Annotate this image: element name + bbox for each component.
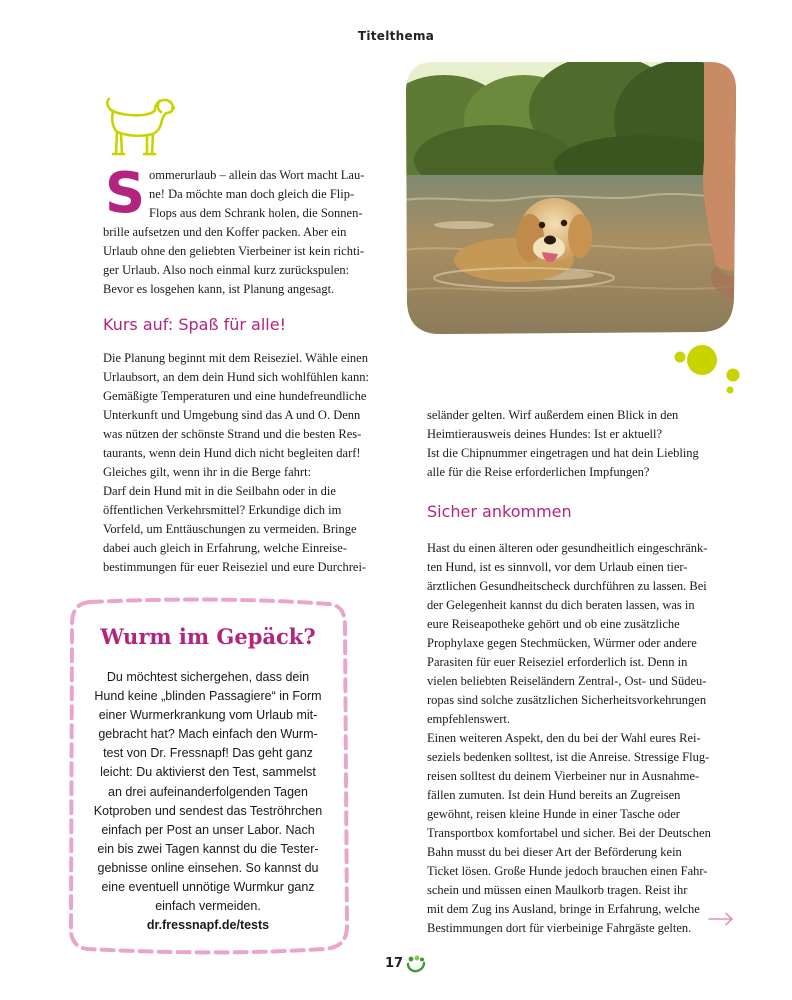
callout-body [80, 668, 336, 935]
text-line: schein und müssen einen Maulkorb tragen. Reist ihr [427, 883, 688, 897]
text-line: eure Reiseapotheke gehört und ob eine zusätzliche [427, 617, 680, 631]
text-line: taurants, wenn dein Hund dich nicht begleiten darf! [103, 446, 361, 460]
text-line: fällen zumuten. Ist dein Hund bereits an Zugreisen [427, 788, 681, 802]
text-line: Urlaubsort, an dem dein Hund sich wohlfühlen kann: [103, 370, 369, 384]
callout-line: einfach vermeiden. [155, 899, 261, 914]
callout-line: Hund keine „blinden Passagiere“ in Form [94, 689, 322, 704]
text-line: Gleiches gilt, wenn ihr in die Berge fahrt: [103, 465, 312, 479]
callout-box [66, 596, 350, 956]
callout-line: eine eventuell unnötige Wurmkur ganz [101, 880, 315, 895]
text-line: öffentlichen Verkehrsmittel? Erkundige dich im [103, 503, 342, 517]
page-number: 17 [385, 956, 404, 971]
text-line: ten Hund, ist es sinnvoll, vor dem Urlaub einen tier- [427, 560, 688, 574]
text-line: Parasiten für euer Reiseziel erforderlich ist. Denn in [427, 655, 688, 669]
text-line: seländer gelten. Wirf außerdem einen Blick in den [427, 408, 679, 422]
arrow-right-icon [708, 912, 734, 926]
callout-line: Kotproben und sendest das Teströhrchen [93, 803, 323, 818]
intro-line: brille aufsetzen und den Koffer packen. Aber ein [103, 225, 347, 239]
text-line: Ist die Chipnummer eingetragen und hat dein Liebling [427, 446, 699, 460]
text-line: vielen beliebten Reiseländern Zentral-, Ost- und Südeu- [427, 674, 707, 688]
section2-body [427, 539, 732, 938]
section1-body [103, 349, 393, 577]
text-line: reisen solltest du deinem Vierbeiner nur in Ausnahme- [427, 769, 700, 783]
intro-line: Flops aus dem Schrank holen, die Sonnen- [149, 206, 363, 220]
text-line: Bestimmungen dort für vierbeinige Fahrgäste gelten. [427, 921, 692, 935]
text-line: was nützen der schönste Strand und die besten Res- [103, 427, 362, 441]
callout-link[interactable]: dr.fressnapf.de/tests [146, 918, 270, 933]
callout-line: gebnisse online einsehen. So kannst du [97, 860, 319, 875]
intro-line: ger Urlaub. Also noch einmal kurz zurückspulen: [103, 263, 350, 277]
section1-continuation [427, 406, 727, 482]
text-line: Die Planung beginnt mit dem Reiseziel. Wähle einen [103, 351, 368, 365]
section-heading-sicher: Sicher ankommen [427, 502, 572, 521]
callout-title: Wurm im Gepäck? [100, 624, 316, 649]
text-line: gewöhnt, reisen kleine Hunde in einer Tasche oder [427, 807, 680, 821]
text-line: ropas sind solche zusätzlichen Sicherheitsvorkehrungen [427, 693, 707, 707]
intro-paragraph [103, 161, 388, 299]
text-line: Bahn musst du bei dieser Art der Beförderung kein [427, 845, 682, 859]
dog-outline-icon [103, 96, 177, 158]
intro-line: Urlaub ohne den geliebten Vierbeiner ist kein richti- [103, 244, 365, 258]
callout-line: einfach per Post an unser Labor. Nach [101, 822, 315, 837]
text-line: Unterkunft und Umgebung sind das A und O. Denn [103, 408, 361, 422]
section-heading-kurs: Kurs auf: Spaß für alle! [103, 315, 286, 334]
fressnapf-logo-icon [405, 955, 427, 973]
intro-line: ommerurlaub – allein das Wort macht Lau- [149, 168, 365, 182]
text-line: Ticket lösen. Große Hunde jedoch brauchen einen Fahr- [427, 864, 708, 878]
text-line: Vorfeld, um Enttäuschungen zu vermeiden. Bringe [103, 522, 357, 536]
text-line: Hast du einen älteren oder gesundheitlich eingeschränk- [427, 541, 708, 555]
callout-line: ein bis zwei Tagen kannst du die Tester- [97, 841, 319, 856]
dog-swimming-photo [404, 60, 738, 336]
text-line: bestimmungen für euer Reiseziel und eure Durchrei- [103, 560, 367, 574]
text-line: alle für die Reise erforderlichen Impfungen? [427, 465, 650, 479]
text-line: dabei auch gleich in Erfahrung, welche Einreise- [103, 541, 347, 555]
section-label: Titelthema [357, 29, 435, 43]
text-line: Transportbox komfortabel und sicher. Bei der Deutschen [427, 826, 711, 840]
intro-line: Bevor es losgehen kann, ist Planung angesagt. [103, 282, 335, 296]
decorative-dots [668, 340, 748, 396]
text-line: Einen weiteren Aspekt, den du bei der Wahl eures Rei- [427, 731, 701, 745]
callout-line: einer Wurmerkrankung vom Urlaub mit- [98, 708, 318, 723]
text-line: empfehlenswert. [427, 712, 510, 726]
callout-line: gebracht hat? Mach einfach den Wurm- [98, 727, 318, 742]
callout-line: Du möchtest sichergehen, dass dein [106, 670, 310, 684]
callout-line: leicht: Du aktivierst den Test, sammelst [100, 765, 316, 780]
text-line: ärztlichen Gesundheitscheck durchführen zu lassen. Bei [427, 579, 707, 593]
text-line: mit dem Zug ins Ausland, bringe in Erfahrung, welche [427, 902, 700, 916]
text-line: der Gelegenheit kannst du dich beraten lassen, was in [427, 598, 695, 612]
text-line: seziels bedenken solltest, ist die Anreise. Stressige Flug- [427, 750, 710, 764]
callout-line: test von Dr. Fressnapf! Das geht ganz [103, 746, 313, 761]
drop-cap: S [104, 161, 146, 226]
text-line: Gemäßigte Temperaturen und eine hundefreundliche [103, 389, 367, 403]
callout-line: an drei aufeinanderfolgenden Tagen [108, 784, 308, 799]
intro-line: ne! Da möchte man doch gleich die Flip- [149, 187, 355, 201]
text-line: Darf dein Hund mit in die Seilbahn oder in die [103, 484, 336, 498]
text-line: Heimtierausweis deines Hundes: Ist er aktuell? [427, 427, 662, 441]
text-line: Prophylaxe gegen Stechmücken, Würmer oder andere [427, 636, 697, 650]
